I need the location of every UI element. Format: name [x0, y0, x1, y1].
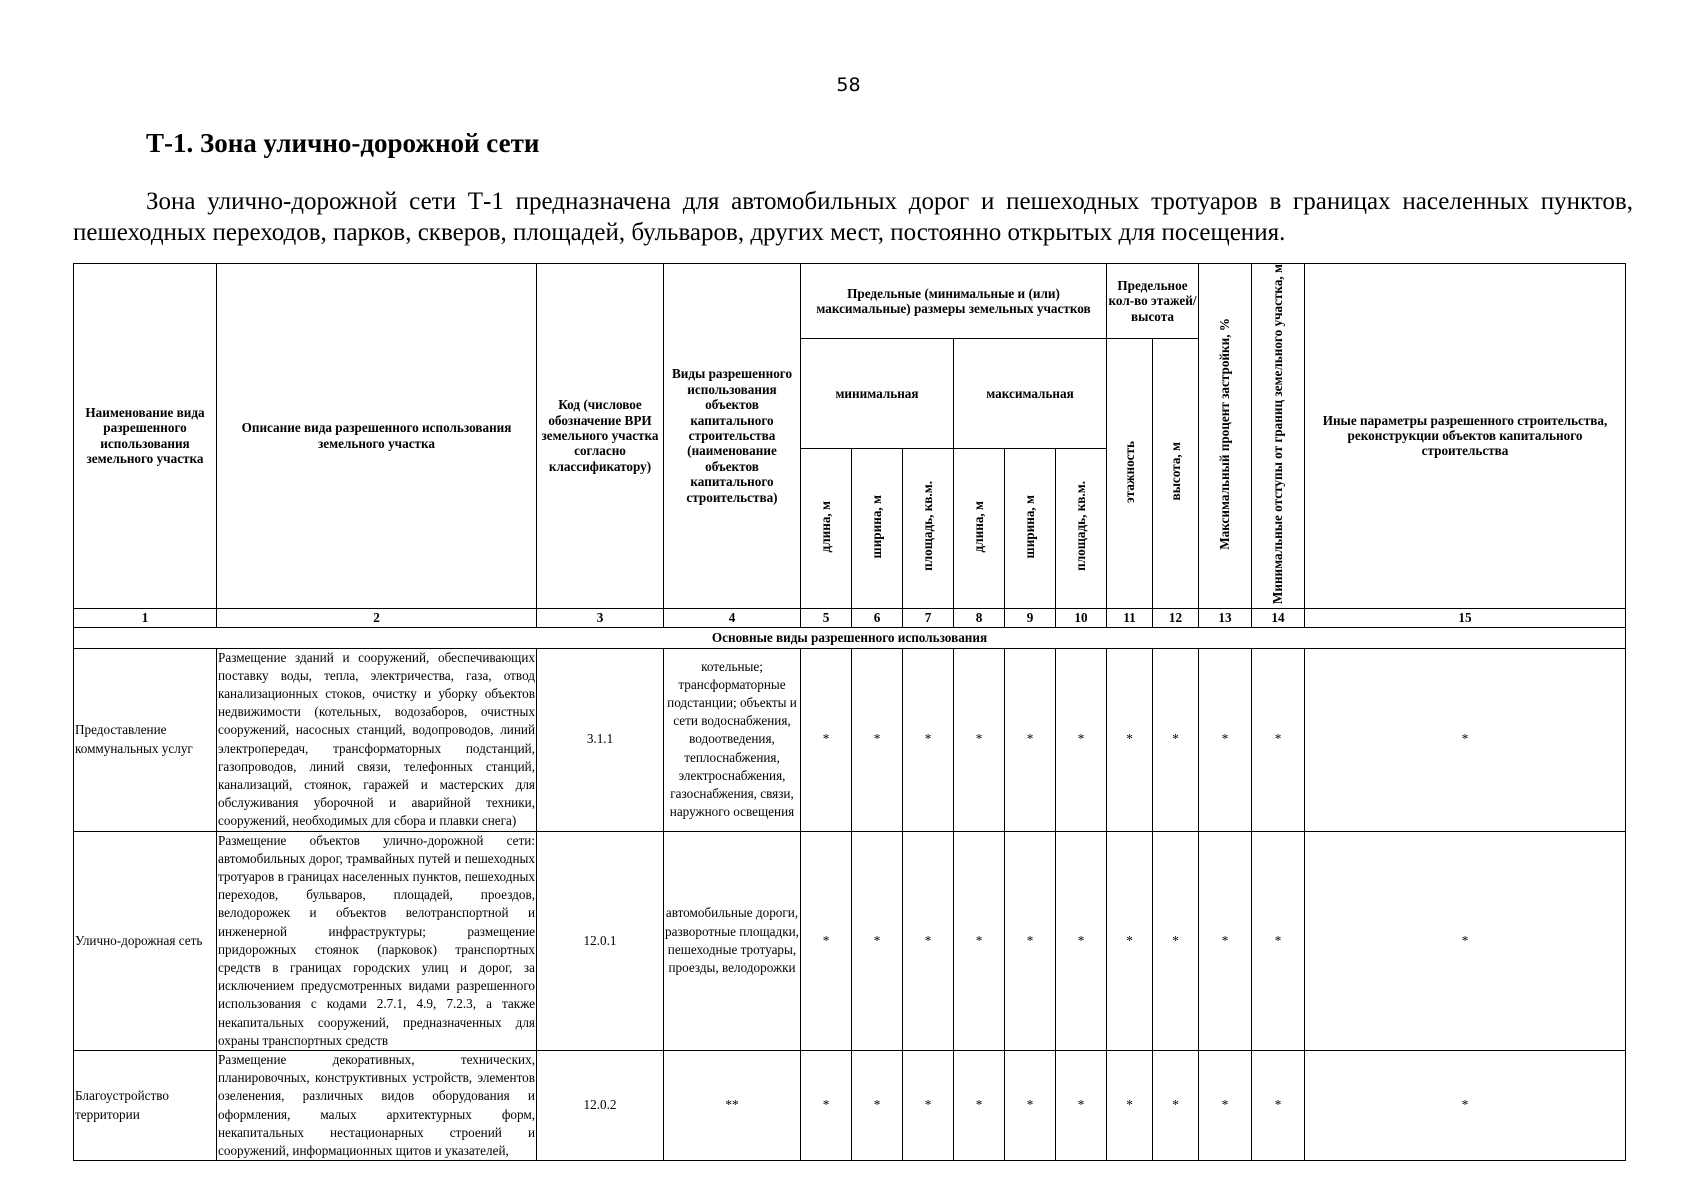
- section-heading: Т-1. Зона улично-дорожной сети: [146, 128, 540, 158]
- column-number: 3: [537, 608, 664, 627]
- intro-paragraph: Зона улично-дорожной сети Т-1 предназначена для автомобильных дорог и пешеходных тротуаров в границах населенных пунктов, пешеходных переходов, парков, скверов, площадей, бульваров, других мест, постоянно открытых для посещения.: [73, 188, 1633, 246]
- header-min-area: [903, 448, 954, 608]
- row-max-width: *: [1005, 648, 1056, 831]
- header-min-length: [801, 448, 852, 608]
- page-number: 58: [836, 74, 861, 96]
- header-max-percent: [1199, 264, 1252, 609]
- header-floors-group: Предельное кол-во этажей/ высота: [1107, 264, 1199, 339]
- row-min-setback: *: [1252, 1050, 1305, 1160]
- header-max-area: [1056, 448, 1107, 608]
- row-min-length: *: [801, 1050, 852, 1160]
- header-min-setback: [1252, 264, 1305, 609]
- table-row: [74, 831, 1626, 1050]
- row-min-width: *: [852, 1050, 903, 1160]
- row-min-width: *: [852, 648, 903, 831]
- row-code: 12.0.2: [537, 1050, 664, 1160]
- row-height: *: [1153, 1050, 1199, 1160]
- column-number: 10: [1056, 608, 1107, 627]
- row-height: *: [1153, 648, 1199, 831]
- header-max-length-text: длина, м: [971, 500, 987, 553]
- row-floors: *: [1107, 648, 1153, 831]
- table-row: [74, 648, 1626, 831]
- row-max-length: *: [954, 1050, 1005, 1160]
- row-min-length: *: [801, 831, 852, 1050]
- row-min-area: *: [903, 1050, 954, 1160]
- column-number: 14: [1252, 608, 1305, 627]
- row-max-area: *: [1056, 1050, 1107, 1160]
- row-min-length: *: [801, 648, 852, 831]
- header-min-width: [852, 448, 903, 608]
- row-min-area: *: [903, 648, 954, 831]
- column-number: 13: [1199, 608, 1252, 627]
- column-number-row: [74, 608, 1626, 627]
- column-number: 11: [1107, 608, 1153, 627]
- column-number: 5: [801, 608, 852, 627]
- header-objects: Виды разрешенного использования объектов капитального строительства (наименование объектов капитального строительства): [664, 264, 801, 609]
- header-code: Код (числовое обозначение ВРИ земельного участка согласно классификатору): [537, 264, 664, 609]
- column-number: 1: [74, 608, 217, 627]
- row-floors: *: [1107, 1050, 1153, 1160]
- row-name: Благоустройство территории: [74, 1050, 217, 1160]
- table-row: [74, 1050, 1626, 1160]
- header-max: максимальная: [954, 339, 1107, 449]
- row-max-area: *: [1056, 831, 1107, 1050]
- row-max-area: *: [1056, 648, 1107, 831]
- header-min-setback-text: Минимальные отступы от границ земельного участка, м: [1270, 264, 1286, 605]
- section-title: Основные виды разрешенного использования: [74, 627, 1626, 648]
- column-number: 6: [852, 608, 903, 627]
- header-floors: [1107, 339, 1153, 609]
- column-number: 9: [1005, 608, 1056, 627]
- header-max-width-text: ширина, м: [1022, 494, 1038, 559]
- header-description: Описание вида разрешенного использования земельного участка: [217, 264, 537, 609]
- row-name: Улично-дорожная сеть: [74, 831, 217, 1050]
- row-max-width: *: [1005, 831, 1056, 1050]
- row-objects: котельные; трансформаторные подстанции; объекты и сети водоснабжения, водоотведения, теплоснабжения, электроснабжения, газоснабжения, связи, наружного освещения: [664, 648, 801, 831]
- row-max-percent: *: [1199, 1050, 1252, 1160]
- row-max-length: *: [954, 831, 1005, 1050]
- row-objects: **: [664, 1050, 801, 1160]
- header-min-length-text: длина, м: [818, 500, 834, 553]
- row-other: *: [1305, 1050, 1626, 1160]
- row-min-setback: *: [1252, 648, 1305, 831]
- column-number: 4: [664, 608, 801, 627]
- row-description: Размещение зданий и сооружений, обеспечивающих поставку воды, тепла, электричества, газа, отвод канализационных стоков, очистку и уборку объектов недвижимости (котельных, водозаборов, очистных сооружений, насосных станций, водопроводов, линий электропередач, трансформаторных подстанций, газопроводов, линий связи, телефонных станций, канализаций, стоянок, гаражей и мастерских для обслуживания уборочной и аварийной техники, сооружений, необходимых для сбора и плавки снега): [217, 648, 537, 831]
- header-max-length: [954, 448, 1005, 608]
- header-height: [1153, 339, 1199, 609]
- header-min-area-text: площадь, кв.м.: [920, 481, 936, 572]
- header-min-width-text: ширина, м: [869, 494, 885, 559]
- header-max-width: [1005, 448, 1056, 608]
- header-name: Наименование вида разрешенного использования земельного участка: [74, 264, 217, 609]
- row-max-length: *: [954, 648, 1005, 831]
- row-floors: *: [1107, 831, 1153, 1050]
- column-number: 8: [954, 608, 1005, 627]
- header-min: минимальная: [801, 339, 954, 449]
- column-number: 2: [217, 608, 537, 627]
- header-height-text: высота, м: [1167, 442, 1183, 501]
- header-other: Иные параметры разрешенного строительства, реконструкции объектов капитального строительства: [1305, 264, 1626, 609]
- row-description: Размещение объектов улично-дорожной сети: автомобильных дорог, трамвайных путей и пешеходных тротуаров в границах населенных пунктов, пешеходных переходов, бульваров, площадей, проездов, велодорожек и объектов велотранспортной и инженерной инфраструктуры; размещение придорожных стоянок (парковок) транспортных средств в границах городских улиц и дорог, за исключением предусмотренных видами разрешенного использования с кодами 2.7.1, 4.9, 7.2.3, а также некапитальных сооружений, предназначенных для охраны транспортных средств: [217, 831, 537, 1050]
- row-max-percent: *: [1199, 831, 1252, 1050]
- row-min-width: *: [852, 831, 903, 1050]
- column-number: 12: [1153, 608, 1199, 627]
- header-max-percent-text: Максимальный процент застройки, %: [1217, 318, 1233, 550]
- column-number: 7: [903, 608, 954, 627]
- header-limits: Предельные (минимальные и (или) максимальные) размеры земельных участков: [801, 264, 1107, 339]
- row-other: *: [1305, 648, 1626, 831]
- row-height: *: [1153, 831, 1199, 1050]
- row-description: Размещение декоративных, технических, планировочных, конструктивных устройств, элементов озеленения, различных видов оборудования и оформления, малых архитектурных форм, некапитальных нестационарных строений и сооружений, информационных щитов и указателей,: [217, 1050, 537, 1160]
- row-min-setback: *: [1252, 831, 1305, 1050]
- column-number: 15: [1305, 608, 1626, 627]
- row-max-width: *: [1005, 1050, 1056, 1160]
- row-other: *: [1305, 831, 1626, 1050]
- row-code: 12.0.1: [537, 831, 664, 1050]
- row-code: 3.1.1: [537, 648, 664, 831]
- zone-parameters-table: [73, 263, 1626, 1161]
- row-min-area: *: [903, 831, 954, 1050]
- header-max-area-text: площадь, кв.м.: [1073, 481, 1089, 572]
- row-max-percent: *: [1199, 648, 1252, 831]
- row-objects: автомобильные дороги, разворотные площадки, пешеходные тротуары, проезды, велодорожки: [664, 831, 801, 1050]
- header-floors-text: этажность: [1121, 440, 1137, 503]
- row-name: Предоставление коммунальных услуг: [74, 648, 217, 831]
- section-row: [74, 627, 1626, 648]
